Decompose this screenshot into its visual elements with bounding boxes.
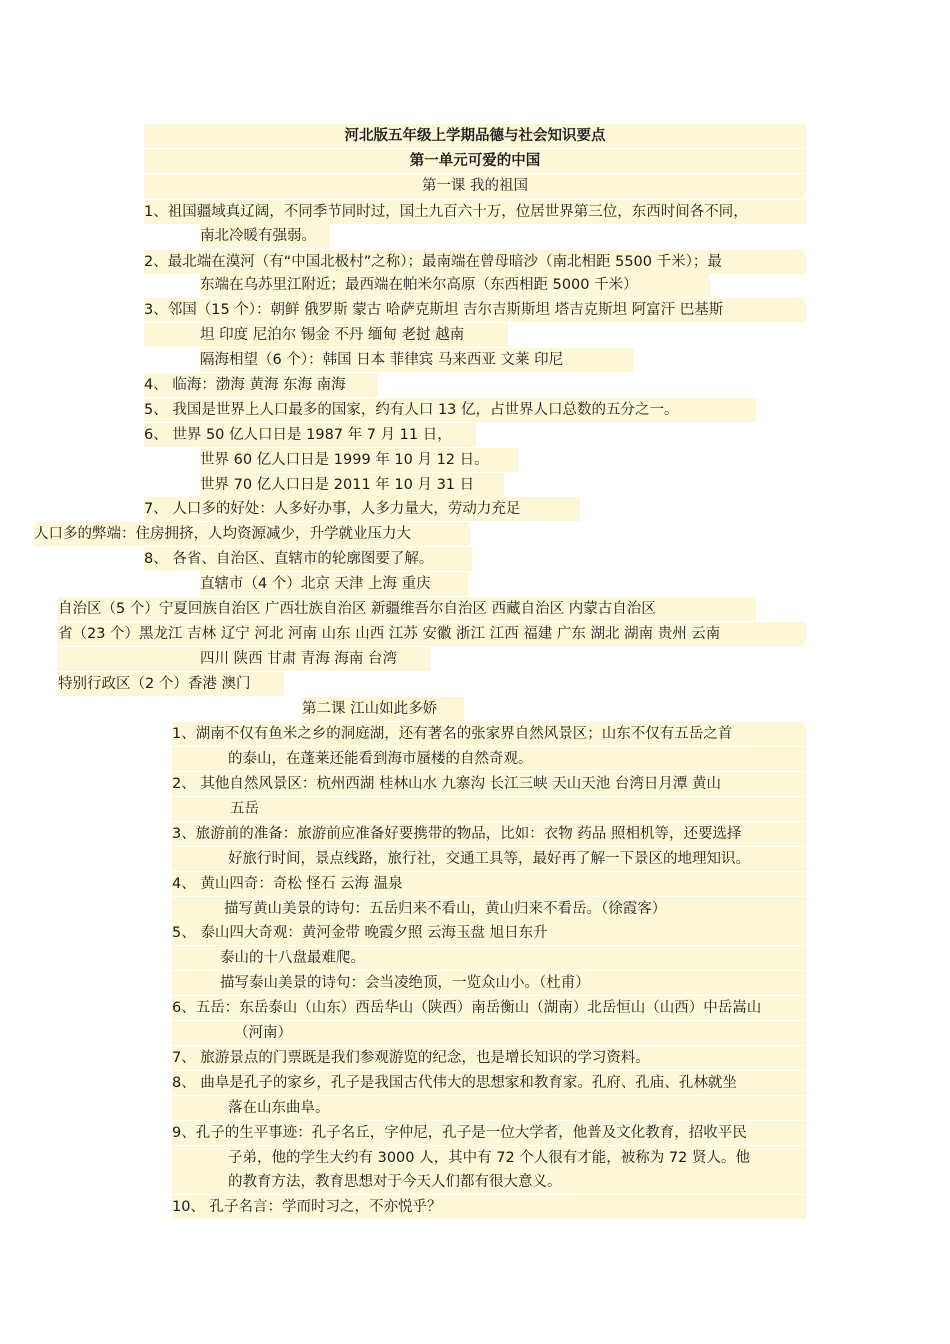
lesson2-item-5-poem: 描写泰山美景的诗句：会当凌绝顶，一览众山小。（杜甫） — [172, 971, 806, 995]
lesson2-item-3-cont: 好旅行时间，景点线路，旅行社，交通工具等，最好再了解一下景区的地理知识。 — [172, 847, 806, 871]
lesson2-item-1-cont: 的泰山，在蓬莱还能看到海市蜃楼的自然奇观。 — [172, 747, 806, 771]
provinces-line-cont: 四川 陕西 甘肃 青海 海南 台湾 — [58, 647, 430, 671]
lesson1-item-7: 7、 人口多的好处：人多好办事，人多力量大，劳动力充足 — [144, 497, 580, 521]
unit-heading: 第一单元可爱的中国 — [144, 149, 806, 173]
lesson2-item-3: 3、旅游前的准备：旅游前应准备好要携带的物品，比如：衣物 药品 照相机等，还要选择 — [172, 822, 806, 846]
provinces-line: 省（23 个）黑龙江 吉林 辽宁 河北 河南 山东 山西 江苏 安徽 浙江 江西 福建 广东 湖北 湖南 贵州 云南 — [58, 622, 806, 646]
document-title: 河北版五年级上学期品德与社会知识要点 — [144, 124, 806, 148]
lesson2-item-8-cont: 落在山东曲阜。 — [172, 1096, 806, 1120]
sar-line: 特别行政区（2 个）香港 澳门 — [58, 672, 284, 696]
lesson1-item-1-cont: 南北冷暖有强弱。 — [200, 224, 330, 248]
lesson1-item-7-cont: 人口多的弊端：住房拥挤，人均资源减少，升学就业压力大 — [34, 522, 470, 546]
lesson2-heading: 第二课 江山如此多娇 — [302, 697, 464, 721]
lesson1-item-3: 3、邻国（15 个）：朝鲜 俄罗斯 蒙古 哈萨克斯坦 吉尔吉斯斯坦 塔吉克斯坦 阿富汗 巴基斯 — [144, 298, 806, 322]
lesson1-item-6: 6、 世界 50 亿人口日是 1987 年 7 月 11 日， — [144, 423, 476, 447]
lesson1-item-5: 5、 我国是世界上人口最多的国家，约有人口 13 亿，占世界人口总数的五分之一。 — [144, 398, 756, 422]
lesson2-item-4-poem: 描写黄山美景的诗句：五岳归来不看山，黄山归来不看岳。（徐霞客） — [172, 897, 806, 921]
lesson1-item-2-cont: 东端在乌苏里江附近；最西端在帕米尔高原（东西相距 5000 千米） — [200, 273, 710, 297]
lesson2-item-5: 5、 泰山四大奇观：黄河金带 晚霞夕照 云海玉盘 旭日东升 — [172, 921, 806, 945]
lesson2-item-10: 10、 孔子名言：学而时习之，不亦悦乎？ — [172, 1195, 806, 1219]
lesson1-heading: 第一课 我的祖国 — [144, 174, 806, 198]
lesson1-item-3-cont: 坦 印度 尼泊尔 锡金 不丹 缅甸 老挝 越南 — [144, 323, 508, 347]
lesson2-item-5-b: 泰山的十八盘最难爬。 — [172, 946, 806, 970]
lesson2-item-2-cont: 五岳 — [172, 797, 806, 821]
lesson1-item-8: 8、 各省、自治区、直辖市的轮廓图要了解。 — [144, 547, 472, 571]
municipalities-line: 直辖市（4 个）北京 天津 上海 重庆 — [200, 572, 468, 596]
lesson2-item-9-c: 的教育方法，教育思想对于今天人们都有很大意义。 — [172, 1170, 806, 1194]
autonomous-regions-line: 自治区（5 个）宁夏回族自治区 广西壮族自治区 新疆维吾尔自治区 西藏自治区 内蒙古自治区 — [58, 597, 756, 621]
lesson2-item-9: 9、孔子的生平事迹：孔子名丘，字仲尼，孔子是一位大学者，他普及文化教育，招收平民 — [172, 1121, 806, 1145]
lesson2-item-6-cont: （河南） — [172, 1021, 806, 1045]
lesson1-item-1: 1、祖国疆域真辽阔，不同季节同时过，国土九百六十万，位居世界第三位，东西时间各不同， — [144, 200, 806, 224]
lesson1-item-6-b: 世界 60 亿人口日是 1999 年 10 月 12 日。 — [200, 448, 518, 472]
lesson2-item-2: 2、 其他自然风景区：杭州西湖 桂林山水 九寨沟 长江三峡 天山天池 台湾日月潭 黄山 — [172, 772, 806, 796]
lesson2-item-9-b: 子弟，他的学生大约有 3000 人，其中有 72 个人很有才能，被称为 72 贤人。他 — [172, 1146, 806, 1170]
lesson2-item-8: 8、 曲阜是孔子的家乡，孔子是我国古代伟大的思想家和教育家。孔府、孔庙、孔林就坐 — [172, 1071, 806, 1095]
lesson1-item-4: 4、 临海：渤海 黄海 东海 南海 — [144, 373, 378, 397]
lesson2-item-4: 4、 黄山四奇：奇松 怪石 云海 温泉 — [172, 872, 806, 896]
lesson1-item-2: 2、最北端在漠河（有“中国北极村”之称）；最南端在曾母暗沙（南北相距 5500 千米）；最 — [144, 250, 806, 274]
lesson2-item-7: 7、 旅游景点的门票既是我们参观游览的纪念，也是增长知识的学习资料。 — [172, 1046, 806, 1070]
lesson2-item-1: 1、湖南不仅有鱼米之乡的洞庭湖，还有著名的张家界自然风景区；山东不仅有五岳之首 — [172, 722, 806, 746]
lesson1-item-6-c: 世界 70 亿人口日是 2011 年 10 月 31 日 — [200, 473, 504, 497]
lesson1-item-3-sea: 隔海相望（6 个）：韩国 日本 菲律宾 马来西亚 文莱 印尼 — [200, 348, 634, 372]
lesson2-item-6: 6、五岳：东岳泰山（山东）西岳华山（陕西）南岳衡山（湖南）北岳恒山（山西）中岳嵩山 — [172, 996, 806, 1020]
